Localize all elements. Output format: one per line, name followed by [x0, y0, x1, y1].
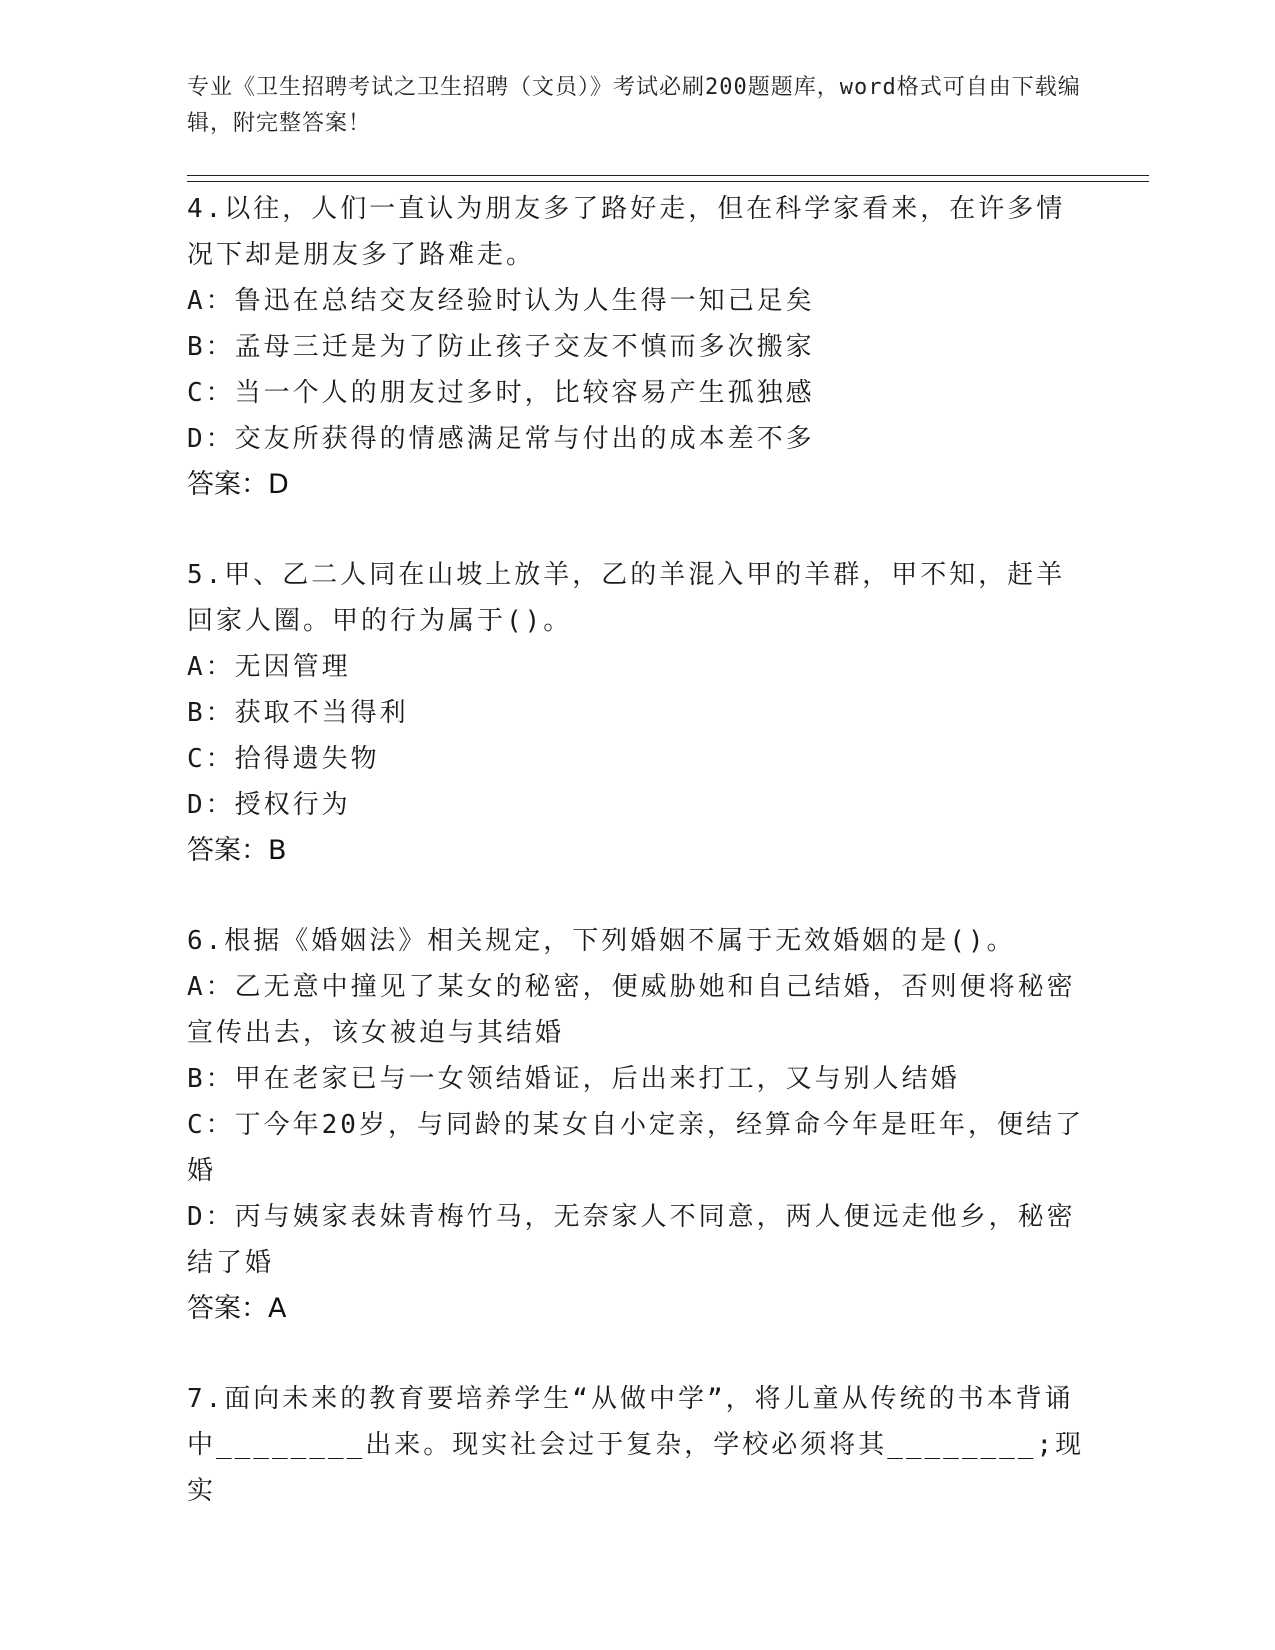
question-5 — [187, 552, 1087, 874]
question-stem: 5.甲、乙二人同在山坡上放羊，乙的羊混入甲的羊群，甲不知，赶羊回家人圈。甲的行为属于()。 — [187, 560, 1066, 636]
question-stem: 4.以往，人们一直认为朋友多了路好走，但在科学家看来，在许多情况下却是朋友多了路难走。 — [187, 194, 1066, 270]
option-c: C：拾得遗失物 — [187, 744, 380, 774]
document-page — [187, 70, 1087, 142]
question-spacer — [187, 508, 1087, 552]
option-a: A：乙无意中撞见了某女的秘密，便威胁她和自己结婚，否则便将秘密宣传出去，该女被迫与其结婚 — [187, 972, 1076, 1048]
answer-line: 答案：D — [187, 469, 289, 500]
option-a: A：鲁迅在总结交友经验时认为人生得一知己足矣 — [187, 286, 815, 316]
answer-line: 答案：B — [187, 835, 287, 866]
question-6 — [187, 918, 1087, 1332]
option-d: D：授权行为 — [187, 790, 351, 820]
question-spacer — [187, 874, 1087, 918]
option-c: C：当一个人的朋友过多时，比较容易产生孤独感 — [187, 378, 815, 408]
question-list — [187, 186, 1087, 1514]
question-4 — [187, 186, 1087, 508]
header-divider-bottom — [187, 181, 1149, 182]
option-d: D：丙与姨家表妹青梅竹马，无奈家人不同意，两人便远走他乡，秘密结了婚 — [187, 1202, 1076, 1278]
answer-line: 答案：A — [187, 1293, 287, 1324]
option-b: B：获取不当得利 — [187, 698, 409, 728]
question-stem: 7.面向未来的教育要培养学生“从做中学”，将儿童从传统的书本背诵中________出来。现实社会过于复杂，学校必须将其________;现实 — [187, 1384, 1085, 1506]
option-a: A：无因管理 — [187, 652, 351, 682]
question-7 — [187, 1376, 1087, 1514]
option-b: B：甲在老家已与一女领结婚证，后出来打工，又与别人结婚 — [187, 1064, 960, 1094]
option-b: B：孟母三迁是为了防止孩子交友不慎而多次搬家 — [187, 332, 815, 362]
document-header: 专业《卫生招聘考试之卫生招聘（文员）》考试必刷200题题库，word格式可自由下载编辑，附完整答案！ — [187, 75, 1081, 136]
option-d: D：交友所获得的情感满足常与付出的成本差不多 — [187, 424, 815, 454]
header-divider-top — [187, 175, 1149, 176]
question-stem: 6.根据《婚姻法》相关规定，下列婚姻不属于无效婚姻的是()。 — [187, 926, 1016, 956]
question-spacer — [187, 1332, 1087, 1376]
option-c: C：丁今年20岁，与同龄的某女自小定亲，经算命今年是旺年，便结了婚 — [187, 1110, 1084, 1186]
